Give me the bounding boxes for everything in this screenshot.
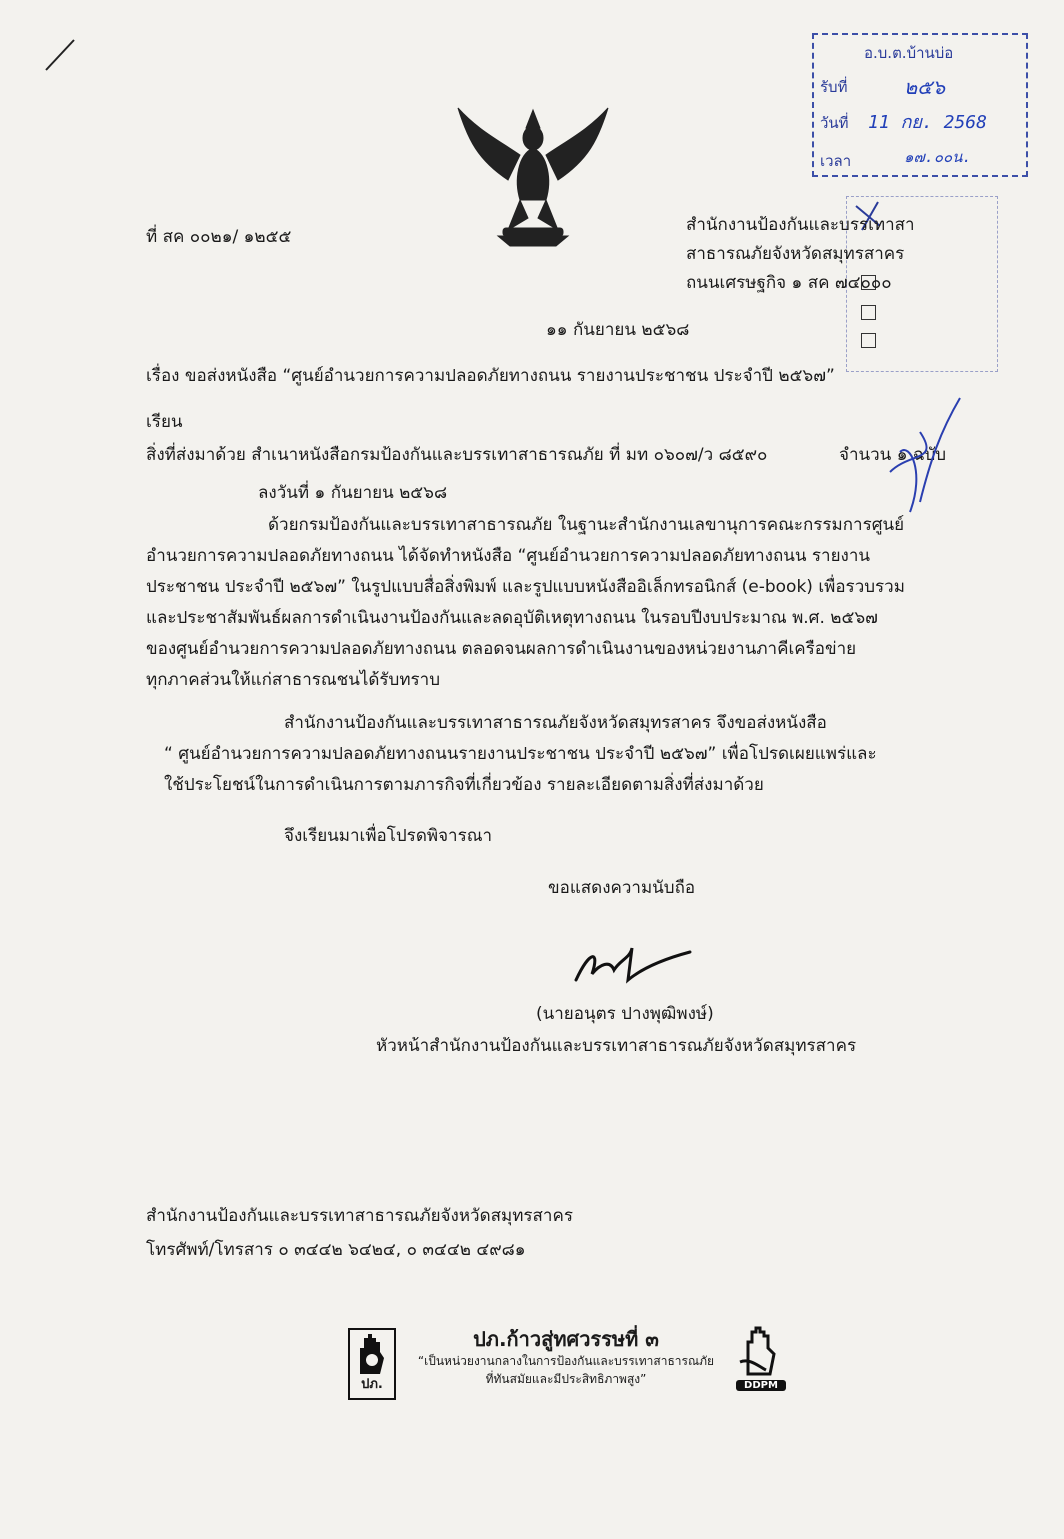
paragraph-line: สำนักงานป้องกันและบรรเทาสาธารณภัยจังหวัดสมุทรสาคร จึงขอส่งหนังสือ xyxy=(284,713,827,733)
letter-date: ๑๑ กันยายน ๒๕๖๘ xyxy=(546,320,690,340)
doc-number: ที่ สค ๐๐๒๑/ ๑๒๕๕ xyxy=(146,227,292,247)
paragraph-line: ประชาชน ประจำปี ๒๕๖๗” ในรูปแบบสื่อสิ่งพิมพ์ และรูปแบบหนังสืออิเล็กทรอนิกส์ (e-book) เพื่อรวบรวม xyxy=(146,577,905,597)
subject: เรื่อง ขอส่งหนังสือ “ศูนย์อำนวยการความปลอดภัยทางถนน รายงานประชาชน ประจำปี ๒๕๖๗” xyxy=(146,366,835,386)
stamp-received-no-label: รับที่ xyxy=(820,78,848,96)
paragraph-line: อำนวยการความปลอดภัยทางถนน ได้จัดทำหนังสือ “ศูนย์อำนวยการความปลอดภัยทางถนน รายงาน xyxy=(146,546,871,566)
enclosure-line1: สิ่งที่ส่งมาด้วย สำเนาหนังสือกรมป้องกันและบรรเทาสาธารณภัย ที่ มท ๐๖๐๗/ว ๘๕๙๐ xyxy=(146,445,768,465)
slogan-title: ปภ.ก้าวสู่ทศวรรษที่ ๓ xyxy=(473,1327,659,1351)
footer-office: สำนักงานป้องกันและบรรเทาสาธารณภัยจังหวัดสมุทรสาคร xyxy=(146,1206,573,1226)
paragraph-line: “ ศูนย์อำนวยการความปลอดภัยทางถนนรายงานประชาชน ประจำปี ๒๕๖๗” เพื่อโปรดเผยแพร่และ xyxy=(164,744,877,764)
sender-line3: ถนนเศรษฐกิจ ๑ สค ๗๔๐๐๐ xyxy=(686,273,892,293)
salutation: เรียน xyxy=(146,412,183,432)
stamp-date: 11 กย. 2568 xyxy=(868,112,987,133)
closing-request: จึงเรียนมาเพื่อโปรดพิจารณา xyxy=(284,826,493,846)
received-stamp xyxy=(812,33,1028,177)
signature xyxy=(570,940,700,990)
regards: ขอแสดงความนับถือ xyxy=(548,878,696,898)
ddpm-hands-icon xyxy=(736,1322,786,1380)
routing-checkbox xyxy=(861,305,876,320)
paragraph-line: ทุกภาคส่วนให้แก่สาธารณชนได้รับทราบ xyxy=(146,670,441,690)
paragraph-line: ใช้ประโยชน์ในการดำเนินการตามภารกิจที่เกี่ยวข้อง รายละเอียดตามสิ่งที่ส่งมาด้วย xyxy=(164,775,764,795)
paragraph-line: และประชาสัมพันธ์ผลการดำเนินงานป้องกันและลดอุบัติเหตุทางถนน ในรอบปีงบประมาณ พ.ศ. ๒๕๖๗ xyxy=(146,608,878,628)
sender-line1: สำนักงานป้องกันและบรรเทาสา xyxy=(686,215,915,235)
left-logo-text: ปภ. xyxy=(361,1377,383,1392)
paragraph-1 xyxy=(146,510,968,696)
sender-line2: สาธารณภัยจังหวัดสมุทรสาคร xyxy=(686,244,905,264)
signer-name: (นายอนุตร ปางพุฒิพงษ์) xyxy=(536,1004,714,1024)
paragraph-line: ด้วยกรมป้องกันและบรรเทาสาธารณภัย ในฐานะสำนักงานเลขานุการคณะกรรมการศูนย์ xyxy=(268,515,905,535)
stamp-office: อ.บ.ต.บ้านบ่อ xyxy=(864,44,954,62)
slogan-line1: “เป็นหน่วยงานกลางในการป้องกันและบรรเทาสาธารณภัย xyxy=(417,1354,715,1368)
right-logo-text: DDPM xyxy=(736,1380,786,1391)
slogan-line2: ที่ทันสมัยและมีประสิทธิภาพสูง” xyxy=(485,1372,647,1386)
ddpm-hand-logo-left xyxy=(348,1328,396,1400)
stamp-time-label: เวลา xyxy=(820,152,852,170)
enclosure-line2: ลงวันที่ ๑ กันยายน ๒๕๖๘ xyxy=(258,483,448,503)
routing-checkbox xyxy=(861,333,876,348)
stamp-received-no: ๒๕๖ xyxy=(904,75,946,99)
paragraph-2 xyxy=(146,708,968,801)
hand-icon xyxy=(350,1330,394,1378)
slogan-block xyxy=(403,1326,729,1388)
signer-title: หัวหน้าสำนักงานป้องกันและบรรเทาสาธารณภัยจังหวัดสมุทรสาคร xyxy=(376,1036,857,1056)
enclosure-count: จำนวน ๑ ฉบับ xyxy=(839,445,947,465)
ddpm-logo-right xyxy=(736,1322,786,1398)
stamp-time: ๑๗.๐๐น. xyxy=(904,148,972,166)
garuda-emblem xyxy=(448,100,618,250)
footer-phone: โทรศัพท์/โทรสาร ๐ ๓๔๔๒ ๖๔๒๔, ๐ ๓๔๔๒ ๔๙๘๑ xyxy=(146,1240,526,1260)
handwritten-slash-mark xyxy=(40,36,80,76)
paragraph-line: ของศูนย์อำนวยการความปลอดภัยทางถนน ตลอดจนผลการดำเนินงานของหน่วยงานภาคีเครือข่าย xyxy=(146,639,857,659)
handwritten-initials xyxy=(880,392,970,522)
stamp-date-label: วันที่ xyxy=(820,114,849,132)
